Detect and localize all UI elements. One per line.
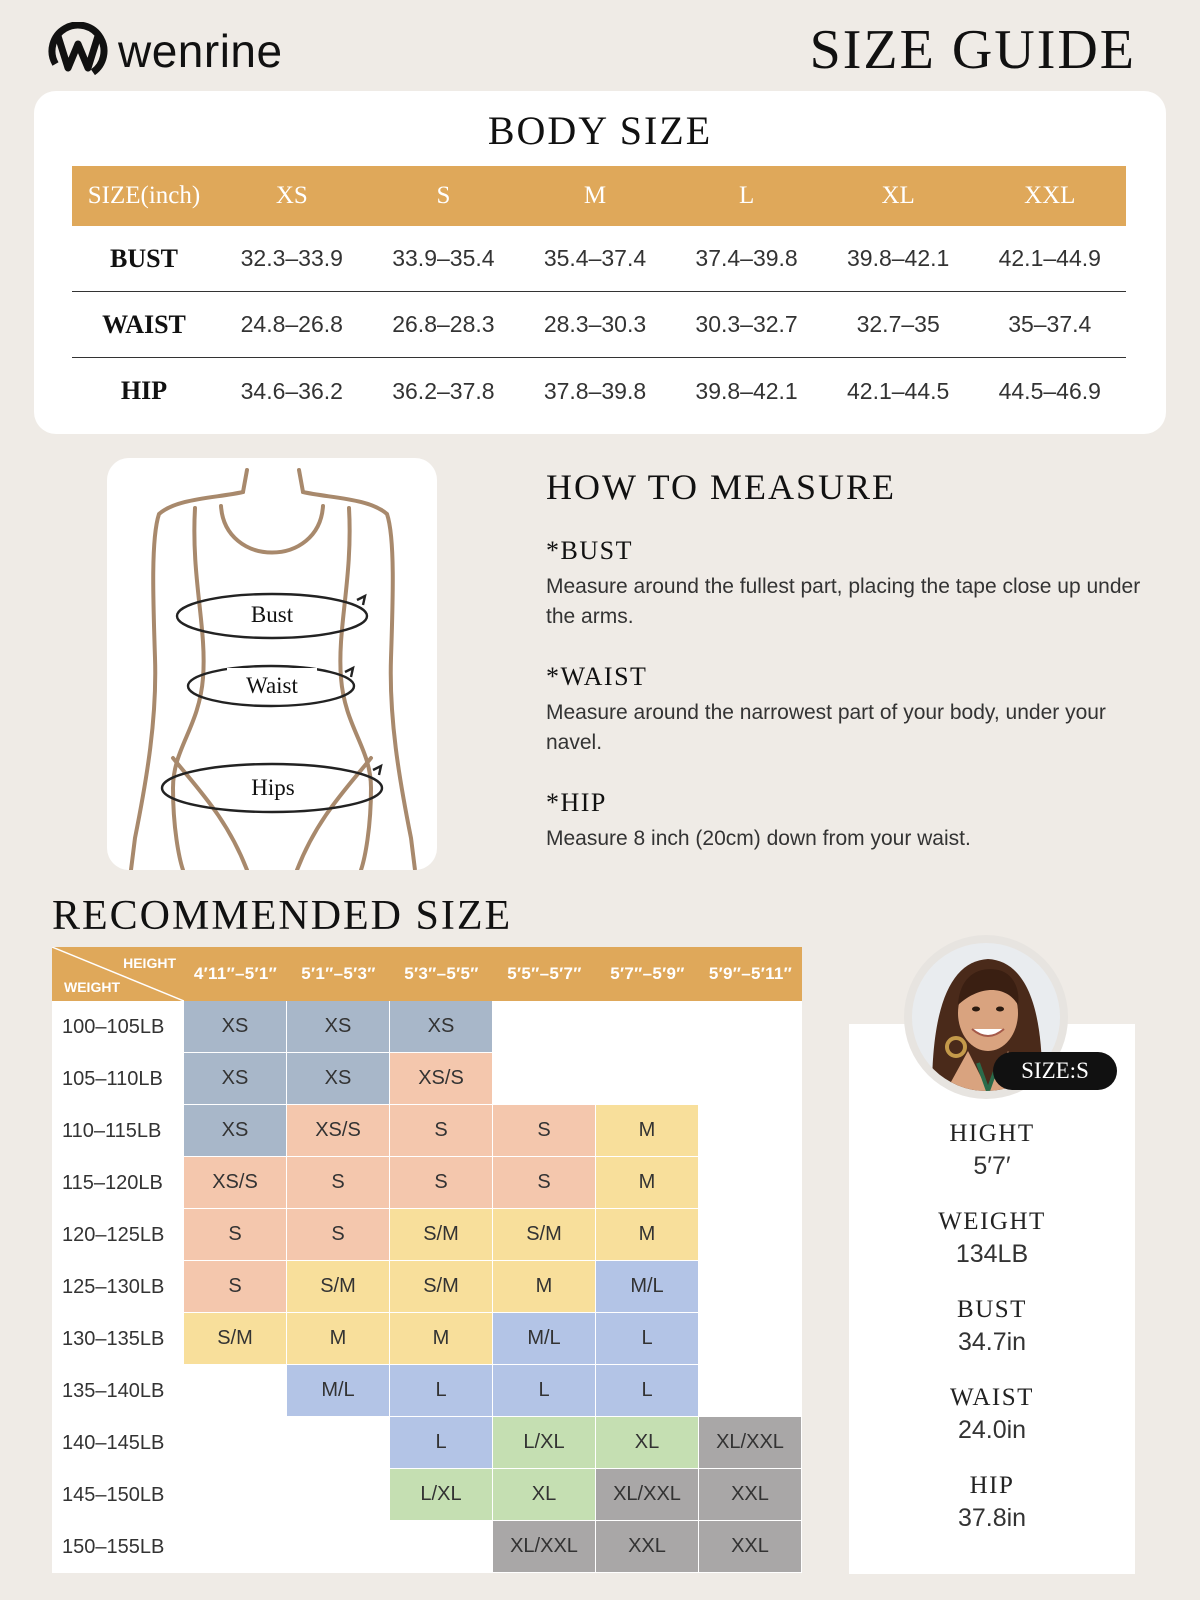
size-cell: [699, 1365, 802, 1417]
recommended-header-row: [52, 947, 802, 1001]
size-cell: [699, 1001, 802, 1053]
size-cell: [287, 1417, 390, 1469]
stat-value: 134LB: [955, 1240, 1029, 1268]
measure-text: Measure around the narrowest part of your body, under your navel.: [546, 701, 1106, 754]
table-cell: 32.7–35: [856, 311, 940, 337]
corner-height-label: HEIGHT: [123, 955, 176, 971]
table-cell: 37.8–39.8: [543, 377, 647, 404]
size-cell: [184, 1469, 287, 1521]
size-cell: S: [287, 1209, 390, 1261]
measure-text: Measure around the fullest part, placing the tape close up under the arms.: [546, 575, 1141, 628]
size-cell: [184, 1365, 287, 1417]
table-cell: 34.6–36.2: [240, 377, 343, 404]
recommended-table-body: [52, 1001, 802, 1573]
recommended-size-table: [52, 947, 802, 1573]
table-cell: 30.3–32.7: [695, 311, 798, 337]
how-to-measure-section: [546, 466, 1146, 854]
weight-label: 115–120LB: [52, 1157, 184, 1209]
size-cell: [390, 1521, 493, 1573]
height-header-cell: 5′1″–5′3″: [301, 964, 376, 983]
size-cell: XXL: [596, 1521, 699, 1573]
table-cell: 36.2–37.8: [392, 377, 495, 404]
header-cell: SIZE(inch): [87, 182, 201, 209]
size-cell: XXL: [699, 1521, 802, 1573]
weight-label: 105–110LB: [52, 1053, 184, 1105]
size-cell: M/L: [287, 1365, 390, 1417]
size-cell: S/M: [493, 1209, 596, 1261]
body-outline-illustration: [107, 458, 437, 870]
model-stat-weight: [849, 1208, 1135, 1296]
table-row: [72, 226, 1126, 292]
body-figure-card: [107, 458, 437, 870]
table-cell: 32.3–33.9: [240, 245, 343, 271]
height-header-cell: 4′11″–5′1″: [193, 964, 278, 983]
measure-heading: *BUST: [546, 536, 633, 565]
header-cell: XS: [275, 182, 308, 209]
table-row: [52, 1105, 802, 1157]
size-cell: XS: [184, 1105, 287, 1157]
size-cell: [184, 1521, 287, 1573]
size-cell: [596, 1001, 699, 1053]
row-label: HIP: [120, 376, 168, 405]
model-stat-waist: [849, 1384, 1135, 1472]
table-row: [52, 1001, 802, 1053]
header-cell: L: [738, 182, 755, 209]
model-stat-hip: [849, 1472, 1135, 1560]
row-label: BUST: [110, 243, 178, 273]
measure-item-bust: [546, 536, 1146, 632]
size-cell: [699, 1053, 802, 1105]
size-cell: S: [390, 1105, 493, 1157]
stat-label: HIP: [969, 1472, 1015, 1499]
size-cell: L: [390, 1417, 493, 1469]
table-cell: 42.1–44.5: [847, 377, 950, 404]
table-cell: 33.9–35.4: [392, 245, 495, 271]
size-cell: M: [596, 1105, 699, 1157]
size-cell: L: [596, 1313, 699, 1365]
measure-item-hip: [546, 788, 1146, 854]
size-cell: XXL: [699, 1469, 802, 1521]
table-row: [72, 292, 1126, 358]
stat-label: WAIST: [950, 1384, 1034, 1411]
header-cell: XXL: [1024, 182, 1076, 209]
hips-label: Hips: [251, 775, 295, 800]
recommended-size-title: RECOMMENDED SIZE: [52, 893, 513, 939]
size-cell: [699, 1209, 802, 1261]
size-cell: XS: [390, 1001, 493, 1053]
bust-label: Bust: [250, 602, 294, 627]
size-cell: L: [493, 1365, 596, 1417]
height-header-cell: 5′9″–5′11″: [708, 964, 793, 983]
size-cell: [287, 1469, 390, 1521]
size-cell: XS: [184, 1053, 287, 1105]
table-cell: 44.5–46.9: [998, 377, 1101, 404]
measure-heading: *WAIST: [546, 662, 648, 691]
size-cell: [699, 1157, 802, 1209]
size-cell: [493, 1053, 596, 1105]
stat-label: HIGHT: [949, 1120, 1035, 1147]
size-cell: XL/XXL: [493, 1521, 596, 1573]
model-size-badge: SIZE:S: [993, 1052, 1117, 1090]
table-row: [52, 1365, 802, 1417]
row-label: WAIST: [102, 309, 186, 339]
size-cell: M: [596, 1157, 699, 1209]
height-weight-corner: [52, 947, 184, 1001]
weight-label: 120–125LB: [52, 1209, 184, 1261]
table-cell: 42.1–44.9: [998, 245, 1101, 271]
size-cell: XL: [596, 1417, 699, 1469]
table-row: [52, 1157, 802, 1209]
size-cell: L: [390, 1365, 493, 1417]
header-cell: XL: [881, 182, 915, 209]
table-cell: 24.8–26.8: [240, 311, 343, 337]
size-cell: XL/XXL: [699, 1417, 802, 1469]
size-cell: S: [493, 1105, 596, 1157]
size-cell: XS: [184, 1001, 287, 1053]
weight-label: 135–140LB: [52, 1365, 184, 1417]
size-cell: S/M: [390, 1209, 493, 1261]
table-cell: 37.4–39.8: [695, 245, 798, 271]
size-cell: S: [184, 1209, 287, 1261]
table-row: [52, 1469, 802, 1521]
size-cell: XS/S: [184, 1157, 287, 1209]
table-cell: 26.8–28.3: [392, 311, 495, 337]
stat-value: 37.8in: [957, 1504, 1027, 1532]
measure-heading: *HIP: [546, 788, 607, 817]
table-row: [52, 1053, 802, 1105]
body-size-header-row: [72, 166, 1126, 226]
size-cell: L/XL: [493, 1417, 596, 1469]
stat-label: WEIGHT: [938, 1208, 1046, 1235]
table-cell: 39.8–42.1: [847, 245, 950, 271]
size-cell: M: [287, 1313, 390, 1365]
wenrine-logo-icon: [46, 22, 110, 80]
size-cell: XS: [287, 1053, 390, 1105]
size-cell: XL: [493, 1469, 596, 1521]
table-cell: 39.8–42.1: [695, 377, 798, 404]
size-cell: S: [390, 1157, 493, 1209]
stat-value: 24.0in: [957, 1416, 1027, 1444]
table-row: [52, 1209, 802, 1261]
size-cell: M/L: [493, 1313, 596, 1365]
measure-item-waist: [546, 662, 1146, 758]
model-stats: [849, 1120, 1135, 1560]
size-cell: XS: [287, 1001, 390, 1053]
size-cell: S/M: [287, 1261, 390, 1313]
waist-label: Waist: [246, 673, 298, 698]
table-cell: 35.4–37.4: [543, 245, 647, 271]
height-header-cell: 5′3″–5′5″: [404, 964, 479, 983]
size-cell: XS/S: [390, 1053, 493, 1105]
stat-value: 5′7′: [973, 1152, 1011, 1180]
table-row: [52, 1313, 802, 1365]
weight-label: 130–135LB: [52, 1313, 184, 1365]
size-cell: S/M: [184, 1313, 287, 1365]
size-cell: M: [596, 1209, 699, 1261]
table-row: [52, 1261, 802, 1313]
table-row: [72, 358, 1126, 424]
size-cell: S: [493, 1157, 596, 1209]
weight-label: 110–115LB: [52, 1105, 184, 1157]
weight-label: 150–155LB: [52, 1521, 184, 1573]
size-cell: L/XL: [390, 1469, 493, 1521]
weight-label: 125–130LB: [52, 1261, 184, 1313]
header-cell: S: [436, 182, 451, 209]
size-cell: M: [493, 1261, 596, 1313]
body-size-card: [34, 91, 1166, 434]
stat-value: 34.7in: [957, 1328, 1027, 1356]
size-cell: M: [390, 1313, 493, 1365]
corner-weight-label: WEIGHT: [64, 979, 120, 995]
brand-logo[interactable]: [46, 22, 283, 80]
height-header-cell: 5′5″–5′7″: [507, 964, 582, 983]
size-cell: [184, 1417, 287, 1469]
size-cell: [699, 1105, 802, 1157]
size-cell: XS/S: [287, 1105, 390, 1157]
how-to-measure-title: HOW TO MEASURE: [546, 467, 897, 507]
size-cell: [596, 1053, 699, 1105]
brand-name: wenrine: [118, 25, 283, 77]
measure-text: Measure 8 inch (20cm) down from your waist.: [546, 827, 971, 850]
size-cell: [287, 1521, 390, 1573]
weight-label: 140–145LB: [52, 1417, 184, 1469]
table-row: [52, 1521, 802, 1573]
model-stat-height: [849, 1120, 1135, 1208]
table-row: [52, 1417, 802, 1469]
size-cell: M/L: [596, 1261, 699, 1313]
size-cell: S: [287, 1157, 390, 1209]
table-cell: 28.3–30.3: [543, 311, 647, 337]
size-cell: S: [184, 1261, 287, 1313]
model-stat-bust: [849, 1296, 1135, 1384]
height-header-cell: 5′7″–5′9″: [610, 964, 685, 983]
stat-label: BUST: [957, 1296, 1027, 1323]
body-size-table: [72, 166, 1126, 424]
size-cell: XL/XXL: [596, 1469, 699, 1521]
size-cell: [699, 1313, 802, 1365]
table-cell: 35–37.4: [1008, 311, 1092, 337]
size-cell: S/M: [390, 1261, 493, 1313]
size-cell: [493, 1001, 596, 1053]
size-cell: L: [596, 1365, 699, 1417]
header-cell: M: [583, 182, 607, 209]
body-size-title: BODY SIZE: [487, 108, 713, 153]
weight-label: 100–105LB: [52, 1001, 184, 1053]
size-cell: [699, 1261, 802, 1313]
page-title: SIZE GUIDE: [809, 19, 1136, 81]
weight-label: 145–150LB: [52, 1469, 184, 1521]
